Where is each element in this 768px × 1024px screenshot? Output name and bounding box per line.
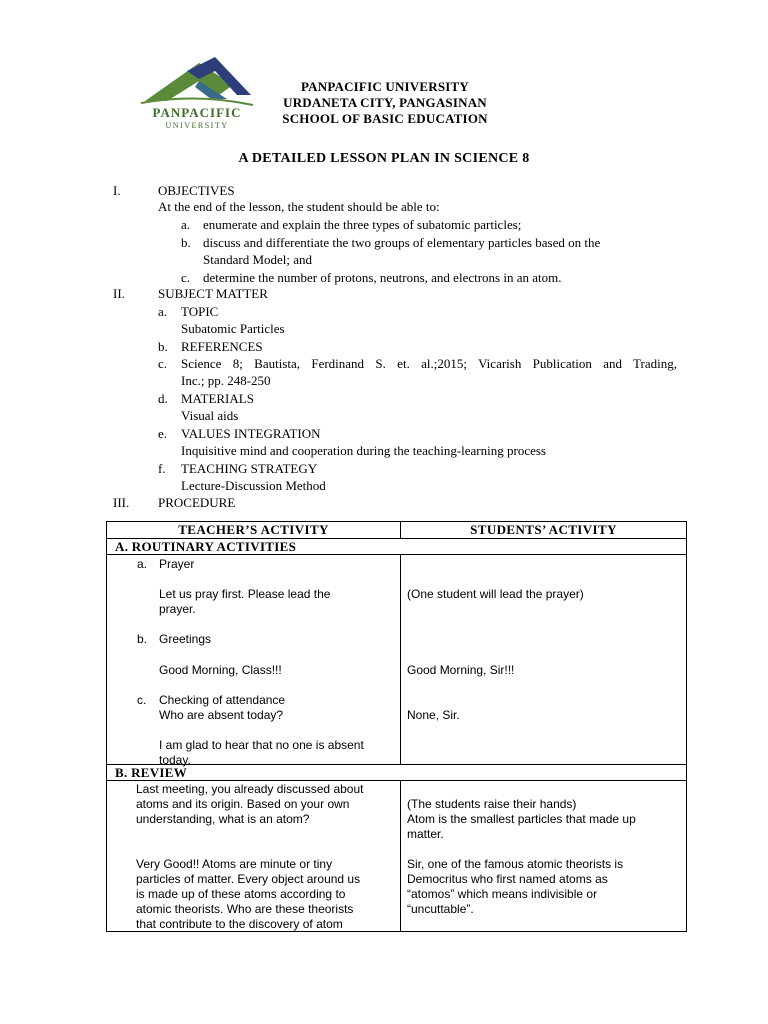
teacher-review-cell [107,781,401,932]
review-heading: B. REVIEW [107,765,687,781]
prayer-title: Prayer [159,557,195,571]
subject-item-detail: Inc.; pp. 248-250 [181,373,271,388]
subject-matter-heading: SUBJECT MATTER [158,286,268,301]
subject-item: TOPIC [181,304,219,319]
subject-item-detail: Inquisitive mind and cooperation during the teaching-learning process [181,443,546,458]
university-heading [265,79,505,127]
university-location: URDANETA CITY, PANGASINAN [283,95,487,110]
objectives-numeral: I. [113,183,121,198]
review-followup-line: particles of matter. Every object around us [136,872,361,886]
objective-item: determine the number of protons, neutrons, and electrons in an atom. [203,270,562,285]
review-question-line: understanding, what is an atom? [136,812,310,826]
procedure-table [106,521,687,932]
review-content-row [107,781,687,932]
review-question-line: Last meeting, you already discussed about [136,782,364,796]
prayer-instruction-line: Let us pray first. Please lead the [159,587,331,601]
subject-letter: b. [158,339,168,354]
student-prayer-response: (One student will lead the prayer) [407,587,584,601]
objective-letter: a. [181,217,191,232]
greetings-title: Greetings [159,632,212,646]
student-theorist-answer-line: “atomos” which means indivisible or [407,887,598,901]
student-review-cell [401,781,687,932]
routinary-activities-heading: A. ROUTINARY ACTIVITIES [107,539,687,555]
objectives-intro: At the end of the lesson, the student should be able to: [158,199,440,214]
review-followup-line: that contribute to the discovery of atom [136,917,343,931]
review-followup-line: is made up of these atoms according to [136,887,346,901]
subject-letter: f. [158,461,166,476]
subject-letter: d. [158,391,168,406]
attendance-remark-line: I am glad to hear that no one is absent [159,738,364,752]
objective-letter: b. [181,235,191,250]
teacher-activity-header: TEACHER’S ACTIVITY [107,522,401,539]
review-section-row [107,765,687,781]
review-followup-line: atomic theorists. Who are these theorists [136,902,354,916]
subject-item: VALUES INTEGRATION [181,426,321,441]
university-name: PANPACIFIC UNIVERSITY [300,79,470,94]
subject-item-detail: Subatomic Particles [181,321,285,336]
prayer-letter: a. [137,557,148,571]
subject-letter: c. [158,356,168,371]
student-theorist-answer-line: Democritus who first named atoms as [407,872,608,886]
attendance-question: Who are absent today? [159,708,284,722]
student-greeting-response: Good Morning, Sir!!! [407,663,515,677]
university-logo [137,55,257,135]
objective-letter: c. [181,270,191,285]
objective-item: enumerate and explain the three types of subatomic particles; [203,217,522,232]
objective-item: discuss and differentiate the two groups of elementary particles based on the [203,235,601,250]
subject-matter-numeral: II. [113,286,125,301]
subject-item: TEACHING STRATEGY [181,461,318,476]
student-routinary-cell [401,555,687,765]
routinary-section-row [107,539,687,555]
teacher-routinary-cell [107,555,401,765]
student-review-answer-line: (The students raise their hands) [407,797,577,811]
teacher-greeting: Good Morning, Class!!! [159,663,282,677]
student-attendance-response: None, Sir. [407,708,460,722]
svg-text:PANPACIFIC: PANPACIFIC [152,105,242,120]
objective-item-continuation: Standard Model; and [203,252,313,267]
subject-letter: a. [158,304,168,319]
routinary-content-row [107,555,687,765]
students-activity-header: STUDENTS’ ACTIVITY [401,522,687,539]
student-theorist-answer-line: Sir, one of the famous atomic theorists is [407,857,624,871]
attendance-title: Checking of attendance [159,693,286,707]
student-review-answer-line: matter. [407,827,444,841]
greetings-letter: b. [137,632,148,646]
subject-item-detail: Lecture-Discussion Method [181,478,326,493]
document-title: A DETAILED LESSON PLAN IN SCIENCE 8 [238,151,530,166]
procedure-heading: PROCEDURE [158,495,236,510]
prayer-instruction-line: prayer. [159,602,196,616]
subject-item: MATERIALS [181,391,254,406]
objectives-heading: OBJECTIVES [158,183,235,198]
attendance-remark-line: today. [159,753,191,767]
subject-item: Science 8; Bautista, Ferdinand S. et. al.;2015; Vicarish Publication and Trading, [181,356,677,371]
review-question-line: atoms and its origin. Based on your own [136,797,350,811]
student-review-answer-line: Atom is the smallest particles that made up [407,812,636,826]
subject-letter: e. [158,426,168,441]
subject-item: REFERENCES [181,339,263,354]
attendance-letter: c. [137,693,147,707]
subject-item-detail: Visual aids [181,408,239,423]
procedure-numeral: III. [113,495,130,510]
table-header-row [107,522,687,539]
svg-text:UNIVERSITY: UNIVERSITY [165,121,229,130]
student-theorist-answer-line: “uncuttable”. [407,902,474,916]
department-name: SCHOOL OF BASIC EDUCATION [282,111,488,126]
review-followup-line: Very Good!! Atoms are minute or tiny [136,857,333,871]
